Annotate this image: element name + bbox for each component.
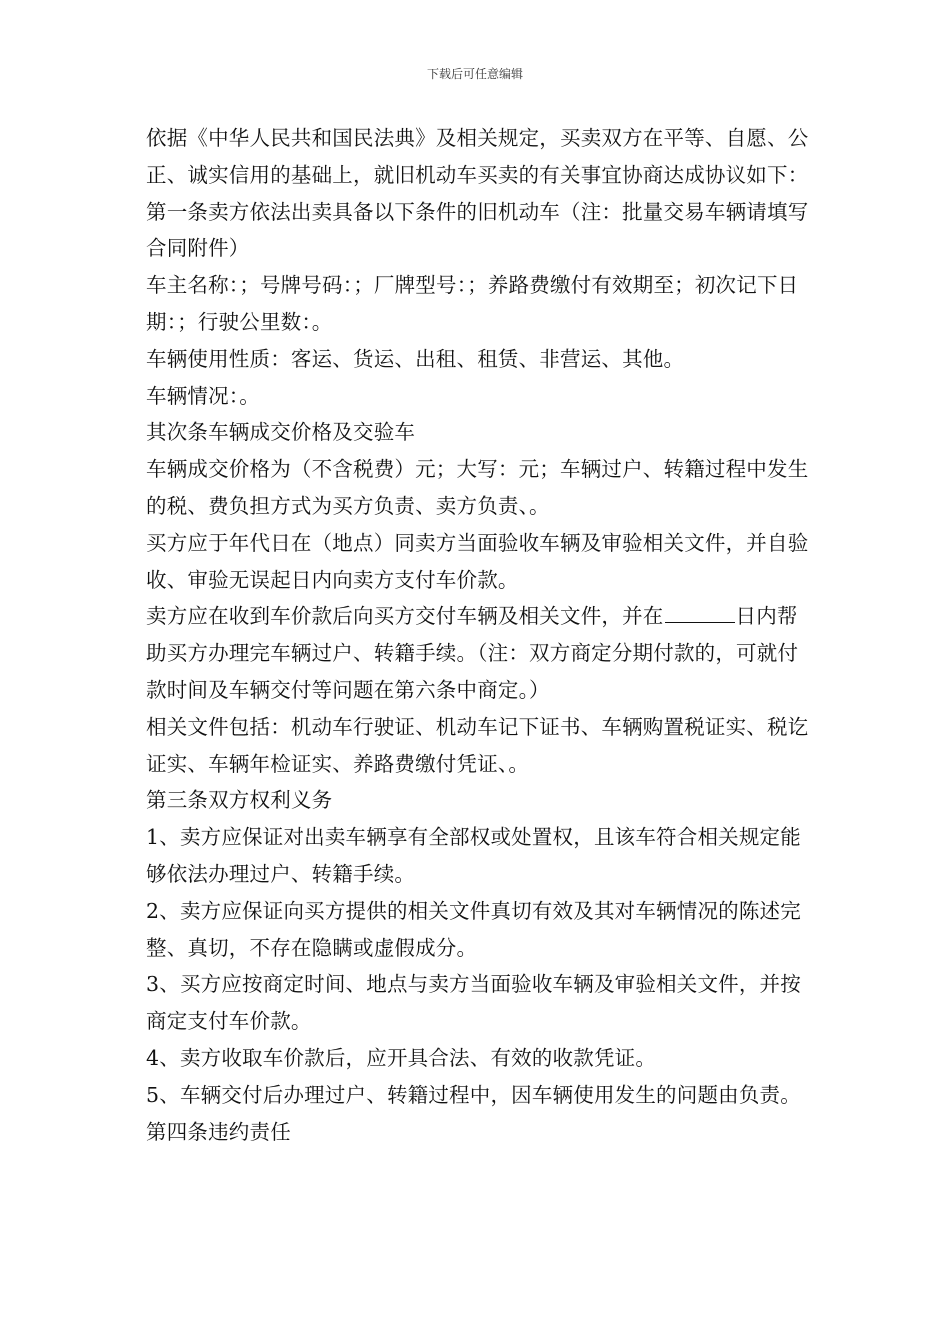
paragraph-obligation-5: 5、车辆交付后办理过户、转籍过程中，因车辆使用发生的问题由负责。 xyxy=(146,1082,801,1107)
delivery-text-before: 卖方应在收到车价款后向买方交付车辆及相关文件，并在 xyxy=(146,604,664,629)
paragraph-preamble: 依据《中华人民共和国民法典》及相关规定，买卖双方在平等、自愿、公正、诚实信用的基础上，就旧机动车买卖的有关事宜协商达成协议如下： xyxy=(146,126,809,187)
paragraph-article-2-heading: 其次条车辆成交价格及交验车 xyxy=(146,420,416,445)
paragraph-article-3-heading: 第三条双方权利义务 xyxy=(146,788,333,813)
document-body xyxy=(146,120,818,1150)
paragraph-article-1-heading: 第一条卖方依法出卖具备以下条件的旧机动车（注：批量交易车辆请填写合同附件） xyxy=(146,199,809,261)
paragraph-delivery xyxy=(146,598,818,708)
delivery-text-after: 日内帮助买方办理完车辆过户、转籍手续。（注：双方商定分期付款的，可就付款时间及车辆交付等问题在第六条中商定。） xyxy=(146,604,799,702)
paragraph-vehicle-usage: 车辆使用性质：客运、货运、出租、租赁、非营运、其他。 xyxy=(146,346,685,371)
paragraph-vehicle-condition: 车辆情况：。 xyxy=(146,383,260,408)
paragraph-obligation-4: 4、卖方收取车价款后，应开具合法、有效的收款凭证。 xyxy=(146,1045,657,1070)
paragraph-obligation-2: 2、卖方应保证向买方提供的相关文件真切有效及其对车辆情况的陈述完整、真切，不存在隐瞒或虚假成分。 xyxy=(146,898,801,960)
paragraph-inspection: 买方应于年代日在（地点）同卖方当面验收车辆及审验相关文件，并自验收、审验无误起日内向卖方支付车价款。 xyxy=(146,530,809,592)
paragraph-obligation-3: 3、买方应按商定时间、地点与卖方当面验收车辆及审验相关文件，并按商定支付车价款。 xyxy=(146,972,801,1034)
paragraph-article-4-heading: 第四条违约责任 xyxy=(146,1119,291,1144)
paragraph-obligation-1: 1、卖方应保证对出卖车辆享有全部权或处置权，且该车符合相关规定能够依法办理过户、转籍手续。 xyxy=(146,825,801,886)
fill-in-blank xyxy=(665,600,735,623)
page-header: 下载后可任意编辑 xyxy=(426,67,523,81)
paragraph-price: 车辆成交价格为（不含税费）元；大写：元；车辆过户、转籍过程中发生的税、费负担方式为买方负责、卖方负责、。 xyxy=(146,457,809,518)
paragraph-documents: 相关文件包括：机动车行驶证、机动车记下证书、车辆购置税证实、税讫证实、车辆年检证实、养路费缴付凭证、。 xyxy=(146,714,809,776)
paragraph-vehicle-info: 车主名称：；号牌号码：；厂牌型号：；养路费缴付有效期至；初次记下日期：；行驶公里数：。 xyxy=(146,273,799,334)
